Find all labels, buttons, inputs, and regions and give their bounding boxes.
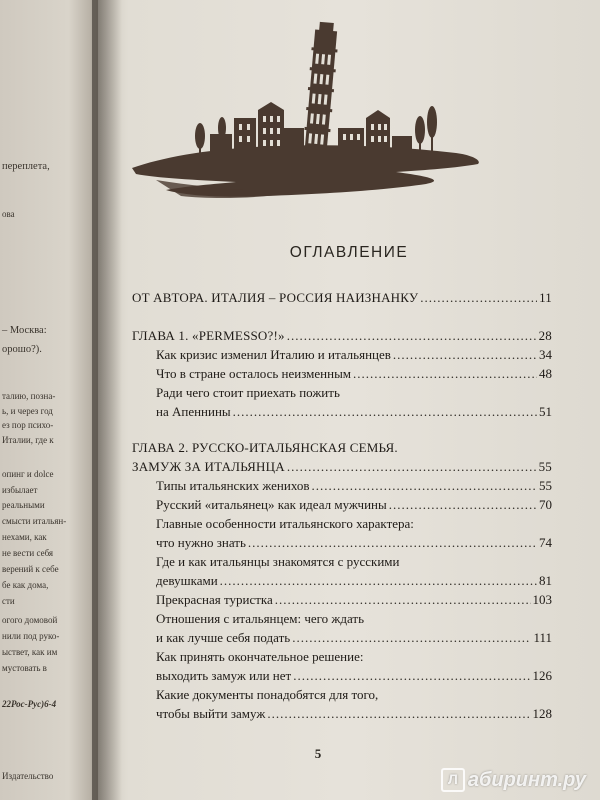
- toc-page-number: 34: [539, 347, 552, 362]
- left-page-fragment: не вести себя: [2, 548, 54, 558]
- toc-page-number: 128: [532, 706, 552, 721]
- toc-section-entry: [132, 383, 552, 421]
- left-page-fragment: переплета,: [2, 161, 50, 172]
- toc-entry-title: и как лучше себя подать: [156, 630, 291, 645]
- toc-dot-leader: [420, 288, 537, 307]
- toc-entry-title: Какие документы понадобятся для того,: [156, 687, 379, 702]
- toc-entry-title: что нужно знать: [156, 535, 246, 550]
- toc-page-number: 103: [532, 592, 552, 607]
- italian-skyline-illustration: [126, 18, 486, 208]
- toc-dot-leader: [393, 345, 537, 364]
- toc-dot-leader: [287, 326, 537, 345]
- toc-entry-title: Типы итальянских женихов: [156, 478, 310, 493]
- toc-dot-leader: [233, 402, 537, 421]
- toc-section-entry: [132, 345, 552, 364]
- toc-dot-leader: [311, 476, 537, 495]
- toc-entry-title: ОТ АВТОРА. ИТАЛИЯ – РОССИЯ НАИЗНАНКУ: [132, 290, 419, 305]
- labirint-logo-icon: Л: [441, 768, 465, 792]
- toc-section-entry: [132, 647, 552, 685]
- left-page-fragment: нехами, как: [2, 532, 47, 542]
- toc-chapter-entry: [132, 288, 552, 307]
- toc-page-number: 74: [539, 535, 552, 550]
- toc-section-entry: [132, 590, 552, 609]
- toc-dot-leader: [389, 495, 537, 514]
- toc-heading: ОГЛАВЛЕНИЕ: [289, 244, 409, 261]
- left-page-fragment: огого домовой: [2, 615, 58, 625]
- toc-section-entry: [132, 364, 552, 383]
- toc-section-entry: [132, 685, 552, 723]
- toc-dot-leader: [275, 590, 531, 609]
- toc-section-entry: [132, 609, 552, 647]
- toc-chapter-entry: [132, 438, 552, 476]
- left-page-fragment: сти: [2, 596, 15, 606]
- toc-page-number: 11: [539, 290, 552, 305]
- toc-dot-leader: [353, 364, 537, 383]
- toc-entry-title: девушками: [156, 573, 218, 588]
- left-page-fragment: ь, и через год: [2, 406, 53, 416]
- labirint-watermark-logo: [441, 768, 586, 792]
- toc-page-number: 48: [539, 366, 552, 381]
- toc-entry-title: Отношения с итальянцем: чего ждать: [156, 611, 365, 626]
- toc-entry-title: Где и как итальянцы знакомятся с русскими: [156, 554, 400, 569]
- left-page-fragment: орошо?).: [2, 344, 42, 355]
- toc-dot-leader: [267, 704, 530, 723]
- toc-page-number: 70: [539, 497, 552, 512]
- left-page-fragment: нили под руко-: [2, 631, 60, 641]
- left-page-fragment: 22Рос-Рус)6-4: [2, 699, 57, 709]
- toc-page-number: 126: [532, 668, 552, 683]
- left-facing-page: [0, 0, 98, 800]
- page-number: 5: [314, 746, 322, 761]
- left-page-fragment: мустовать в: [2, 663, 47, 673]
- toc-entry-title: Прекрасная туристка: [156, 592, 273, 607]
- toc-entry-title: ЗАМУЖ ЗА ИТАЛЬЯНЦА: [132, 459, 285, 474]
- watermark-text: абиринт.ру: [467, 768, 586, 791]
- toc-entry-title: Русский «итальянец» как идеал мужчины: [156, 497, 387, 512]
- toc-entry-title: Как принять окончательное решение:: [156, 649, 364, 664]
- toc-dot-leader: [220, 571, 537, 590]
- toc-entry-title: Главные особенности итальянского характера:: [156, 516, 414, 531]
- toc-entry-title: чтобы выйти замуж: [156, 706, 266, 721]
- toc-page-number: 55: [538, 459, 552, 474]
- toc-entry-title: Как кризис изменил Италию и итальянцев: [156, 347, 391, 362]
- left-page-fragment: – Москва:: [2, 325, 47, 336]
- toc-page-number: 28: [538, 328, 552, 343]
- toc-entry-title: ГЛАВА 2. РУССКО-ИТАЛЬЯНСКАЯ СЕМЬЯ.: [132, 440, 398, 455]
- toc-section-entry: [132, 476, 552, 495]
- toc-section-entry: [132, 552, 552, 590]
- right-page: [98, 0, 600, 800]
- left-page-fragment: талию, позна-: [2, 391, 56, 401]
- toc-entry-title: ГЛАВА 1. «PERMESSO?!»: [132, 328, 285, 343]
- left-page-fragment: ез пор психо-: [2, 420, 54, 430]
- left-page-fragment: ыствет, как им: [2, 647, 58, 657]
- toc-section-entry: [132, 495, 552, 514]
- toc-entry-title: Что в стране осталось неизменным: [156, 366, 352, 381]
- toc-dot-leader: [248, 533, 537, 552]
- toc-page-number: 81: [539, 573, 552, 588]
- toc-dot-leader: [292, 628, 531, 647]
- toc-entry-title: на Апеннины: [156, 404, 231, 419]
- toc-dot-leader: [293, 666, 530, 685]
- left-page-fragment: реальными: [2, 500, 45, 510]
- left-page-fragment: бе как дома,: [2, 580, 49, 590]
- toc-entry-title: Ради чего стоит приехать пожить: [156, 385, 340, 400]
- left-page-fragment: верений к себе: [2, 564, 59, 574]
- left-page-fragment: избылает: [2, 485, 38, 495]
- left-page-fragment: смысти итальян-: [2, 516, 67, 526]
- left-page-fragment: Италии, где к: [2, 435, 54, 445]
- toc-section-entry: [132, 514, 552, 552]
- toc-entry-title: выходить замуж или нет: [156, 668, 292, 683]
- toc-page-number: 111: [533, 630, 552, 645]
- toc-page-number: 51: [539, 404, 552, 419]
- toc-chapter-entry: [132, 326, 552, 345]
- left-page-fragment: ова: [2, 209, 15, 219]
- left-page-fragment: опинг и dolce: [2, 469, 54, 479]
- toc-dot-leader: [287, 457, 537, 476]
- toc-page-number: 55: [539, 478, 552, 493]
- left-page-fragment: Издательство: [2, 771, 54, 781]
